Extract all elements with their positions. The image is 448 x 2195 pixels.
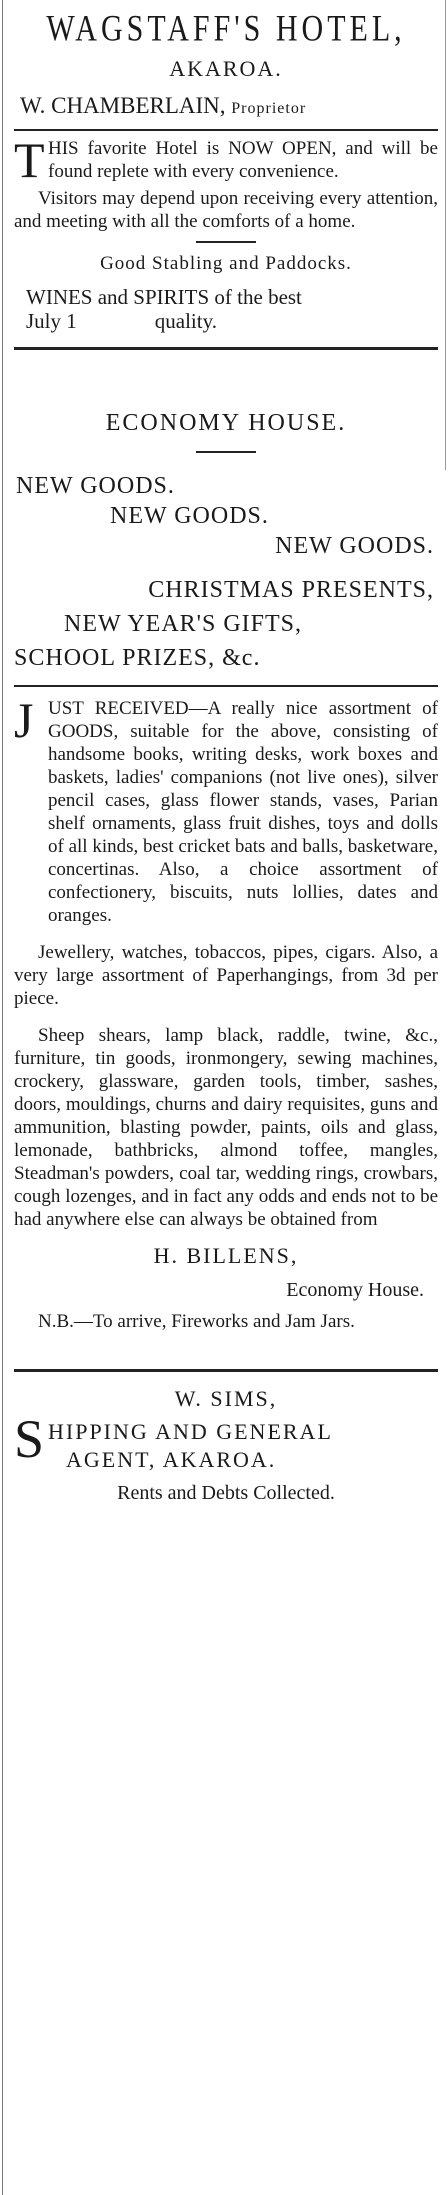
proprietor-name: W. CHAMBERLAIN, xyxy=(20,93,226,118)
economy-nb: N.B.—To arrive, Fireworks and Jam Jars. xyxy=(38,1311,355,1332)
column-right-rule xyxy=(445,0,446,470)
new-goods-line-3: NEW GOODS. xyxy=(275,533,434,559)
christmas-line-1: CHRISTMAS PRESENTS, xyxy=(148,577,434,603)
hotel-paragraph-visitors: Visitors may depend upon receiving every attention, and meeting with all the comforts of a home. xyxy=(14,188,438,232)
economy-house-advertisement xyxy=(14,410,438,1333)
section-divider-2 xyxy=(14,1369,438,1372)
sims-dropcap: S xyxy=(14,1409,47,1469)
hotel-paragraph-open-text: HIS favorite Hotel is NOW OPEN, and will be found replete with every convenience. xyxy=(48,138,438,182)
hotel-paragraph-open xyxy=(14,132,438,188)
new-goods-line-2: NEW GOODS. xyxy=(110,503,269,529)
proprietor-title: Proprietor xyxy=(231,100,307,117)
hotel-wines-date-row xyxy=(26,309,438,333)
economy-title: ECONOMY HOUSE. xyxy=(105,410,347,436)
section-divider-1 xyxy=(14,347,438,350)
hotel-dropcap: T xyxy=(14,132,45,188)
hotel-short-rule xyxy=(196,241,256,243)
sims-line-1: HIPPING AND GENERAL xyxy=(48,1419,333,1444)
christmas-line-3: SCHOOL PRIZES, &c. xyxy=(14,645,261,671)
hotel-wines-line: WINES and SPIRITS of the best xyxy=(26,285,302,309)
christmas-line-2: NEW YEAR'S GIFTS, xyxy=(64,611,303,637)
hotel-date: July 1 xyxy=(26,309,77,333)
hotel-title: WAGSTAFF'S HOTEL, xyxy=(46,8,406,50)
new-goods-line-1: NEW GOODS. xyxy=(16,473,175,499)
hotel-quality: quality. xyxy=(154,309,217,333)
column-left-rule xyxy=(2,0,3,2195)
economy-paragraph-received xyxy=(14,692,438,927)
economy-signature-name: H. BILLENS, xyxy=(153,1243,299,1268)
economy-paragraph-received-text: UST RECEIVED—A really nice assortment of GOODS, suitable for the above, consisting of handsome books, writing desks, work boxes and baskets, ladies' companions (not live ones), silver pencil cases, glass flower stands, vases, Parian shelf ornaments, glass fruit dishes, toys and dolls of all kinds, best cricket bats and balls, basketware, concertinas. Also, a choice assortment of confectionery, biscuits, nuts lollies, dates and oranges. xyxy=(48,698,438,926)
sims-rents: Rents and Debts Collected. xyxy=(117,1482,335,1504)
hotel-proprietor-line xyxy=(20,92,438,123)
sims-line-2: AGENT, AKAROA. xyxy=(66,1447,277,1472)
hotel-advertisement xyxy=(14,8,438,333)
hotel-divider xyxy=(14,129,438,131)
hotel-stabling: Good Stabling and Paddocks. xyxy=(100,253,352,274)
economy-dropcap: J xyxy=(14,692,34,748)
economy-paragraph-jewellery: Jewellery, watches, tobaccos, pipes, cigars. Also, a very large assortment of Paperhangings, from 3d per piece. xyxy=(14,942,438,1009)
hotel-town: AKAROA. xyxy=(169,56,283,81)
economy-divider xyxy=(14,685,438,687)
sims-body xyxy=(14,1409,438,1474)
economy-signature-house: Economy House. xyxy=(286,1279,424,1301)
economy-short-rule xyxy=(196,451,256,453)
sims-advertisement xyxy=(14,1386,438,1505)
sims-name: W. SIMS, xyxy=(174,1386,278,1411)
economy-paragraph-sheep: Sheep shears, lamp black, raddle, twine, &c., furniture, tin goods, ironmongery, sewing machines, crockery, glassware, garden tools, timber, sashes, doors, mouldings, churns and dairy requisites, guns and ammunition, blasting powder, paints, oils and glass, lemonade, bathbricks, almond toffee, mangles, Steadman's powders, coal tar, wedding rings, crowbars, cough lozenges, and in fact any odds and ends not to be had anywhere else can always be obtained from xyxy=(14,1025,438,1230)
